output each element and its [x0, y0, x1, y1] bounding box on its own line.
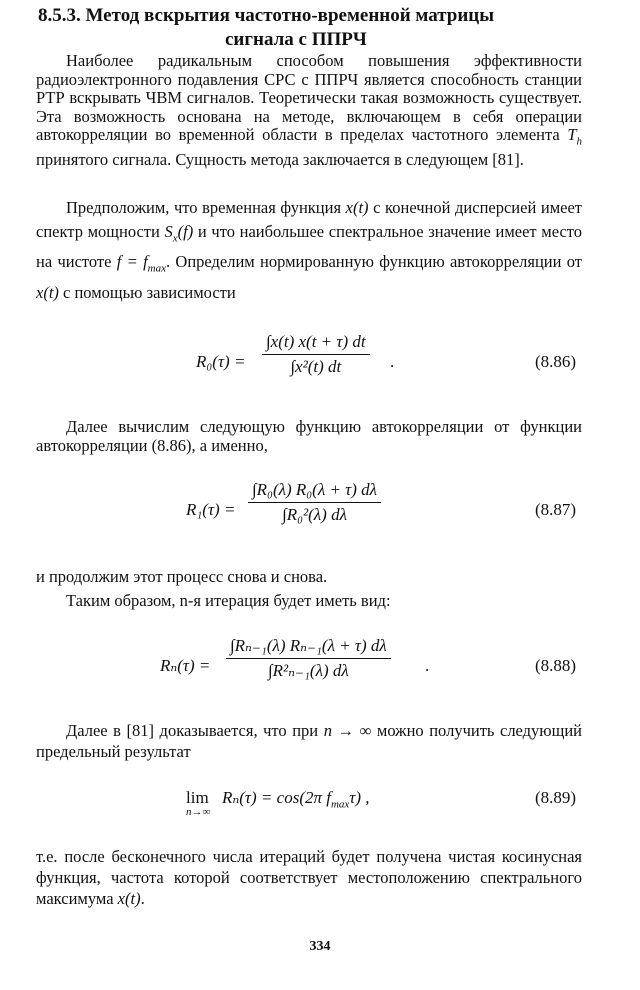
formula-8-86-numerator: ∫x(t) x(t + τ) dt: [266, 332, 366, 351]
formula-8-87-number: (8.87): [535, 500, 577, 519]
paragraph-2: [36, 196, 582, 305]
formula-8-88-fraction: [226, 636, 391, 681]
var-f-fmax: $f = f_{max}$: [116, 252, 166, 275]
paragraph-2-b: с конечной дисперсией имеет спектр мощности: [36, 198, 583, 241]
formula-8-88: [0, 634, 640, 706]
formula-8-86-period: .: [390, 352, 395, 371]
formula-8-86-lhs: R₀(τ) =: [196, 352, 246, 371]
paragraph-7-end: .: [140, 889, 145, 908]
paragraph-2-d: . Определим нормированную функцию автокорреляции от: [165, 252, 582, 272]
paragraph-1-text: Наиболее радикальным способом повышения эффективности радиоэлектронного подавления СРС с ППРЧ является способность станции РТР вскрывать ЧВМ сигналов. Теоретически такая возможность существует. Эта возможность основана на методе, включающем в себя операции автокорреляции во временной области в пределах частотного элемента: [36, 51, 582, 145]
formula-8-88-denominator: ∫R²ₙ₋₁(λ) dλ: [268, 661, 349, 680]
formula-8-86: [0, 330, 640, 400]
heading-line-1: 8.5.3. Метод вскрытия частотно-временной матрицы: [38, 5, 495, 26]
formula-8-87-lhs: R₁(τ) =: [186, 500, 236, 519]
formula-8-87-numerator: ∫R₀(λ) R₀(λ + τ) dλ: [252, 480, 378, 499]
limit-subscript: n→∞: [186, 806, 211, 818]
formula-8-87: [0, 478, 640, 550]
formula-8-88-number: (8.88): [535, 656, 577, 675]
paragraph-5: Таким образом, n-я итерация будет иметь вид:: [66, 591, 391, 610]
formula-8-89: [0, 784, 640, 824]
formula-8-88-period: .: [425, 656, 430, 675]
limit-word: lim: [186, 788, 209, 807]
paragraph-6-b: можно получить следующий предельный результат: [36, 721, 582, 761]
formula-8-87-fraction: [248, 480, 381, 525]
formula-8-87-denominator: ∫R₀²(λ) dλ: [282, 505, 347, 524]
paragraph-7: [36, 846, 582, 909]
formula-8-88-numerator: ∫Rₙ₋₁(λ) Rₙ₋₁(λ + τ) dλ: [230, 636, 387, 655]
paragraph-2-a: Предположим, что временная функция: [66, 198, 342, 217]
paragraph-2-c: и что наибольшее спектральное значение имеет место на чистоте: [36, 221, 583, 272]
formula-8-88-lhs: Rₙ(τ) =: [160, 656, 211, 675]
var-T: $T_h$: [567, 125, 583, 148]
paragraph-3: Далее вычислим следующую функцию автокорреляции от функции автокорреляции (8.86), а именно,: [36, 417, 582, 455]
page-number: 334: [309, 939, 331, 954]
paragraph-4: и продолжим этот процесс снова и снова.: [36, 567, 328, 586]
paragraph-7-text: т.е. после бесконечного числа итераций будет получена чистая косинусная функция, частота которой соответствует местоположению спектрального максимума: [36, 847, 582, 908]
paragraph-1-end: принятого сигнала. Сущность метода заключается в следующем [81].: [36, 150, 524, 170]
var-x-t: x(t): [345, 198, 369, 217]
var-x-t-3: x(t): [117, 889, 141, 908]
paragraph-6: [36, 720, 582, 762]
var-Sx-f: $S_x(f)$: [164, 221, 194, 244]
formula-8-89-limit: [186, 788, 211, 818]
paragraph-1: [36, 52, 582, 170]
formula-8-86-fraction: [262, 332, 370, 377]
var-n-to-infinity: n → ∞: [323, 721, 372, 740]
formula-8-86-number: (8.86): [535, 352, 577, 371]
formula-8-86-denominator: ∫x²(t) dt: [290, 357, 342, 376]
formula-8-89-body: Rₙ(τ) = cos(2π $f_{max}\tau$) ,: [222, 788, 370, 811]
formula-8-89-number: (8.89): [535, 788, 577, 807]
paragraph-6-a: Далее в [81] доказывается, что при: [66, 721, 319, 740]
heading-line-2: сигнала с ППРЧ: [225, 29, 367, 50]
var-x-t-2: x(t): [36, 283, 59, 303]
paragraph-2-e: с помощью зависимости: [63, 283, 236, 303]
